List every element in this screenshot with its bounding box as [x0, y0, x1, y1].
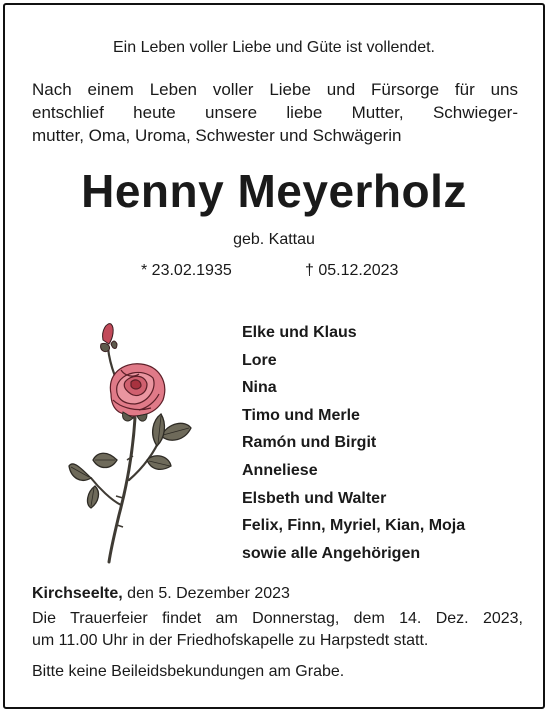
list-item: Ramón und Birgit: [242, 434, 377, 452]
death-date: † 05.12.2023: [305, 262, 399, 279]
birth-date: * 23.02.1935: [141, 262, 232, 279]
list-item: sowie alle Angehörigen: [242, 544, 421, 562]
deceased-name: Henny Meyerholz: [81, 165, 467, 217]
list-item: Lore: [242, 351, 277, 369]
list-item: Elke und Klaus: [242, 324, 357, 341]
condolence-note: Bitte keine Beileidsbekundungen am Grabe.: [32, 663, 345, 680]
notice-date: den 5. Dezember 2023: [127, 585, 290, 602]
place-name: Kirchseelte,: [32, 585, 123, 602]
list-item: Timo und Merle: [242, 406, 360, 424]
intro-text: [32, 78, 518, 147]
list-item: Nina: [242, 379, 277, 397]
birth-name: geb. Kattau: [233, 231, 315, 248]
intro-line: mutter, Oma, Uroma, Schwester und Schwägerin: [32, 126, 402, 145]
motto: Ein Leben voller Liebe und Güte ist vollendet.: [113, 39, 435, 56]
family-list: [242, 319, 465, 567]
list-item: Anneliese: [242, 461, 318, 479]
obituary-card: [3, 3, 545, 709]
intro-line: entschlief heute unsere liebe Mutter, Schwieger-: [32, 103, 518, 122]
place-date-line: [32, 584, 290, 604]
ceremony-line: um 11.00 Uhr in der Friedhofskapelle zu Harpstedt statt.: [32, 632, 429, 649]
list-item: Felix, Finn, Myriel, Kian, Moja: [242, 517, 466, 535]
list-item: Elsbeth und Walter: [242, 489, 387, 507]
ceremony-line: Die Trauerfeier findet am Donnerstag, dem 14. Dez. 2023,: [32, 610, 523, 627]
funeral-ceremony-info: [32, 608, 523, 652]
rose-illustration-icon: [51, 310, 209, 568]
intro-line: Nach einem Leben voller Liebe und Fürsorge für uns: [32, 80, 518, 99]
